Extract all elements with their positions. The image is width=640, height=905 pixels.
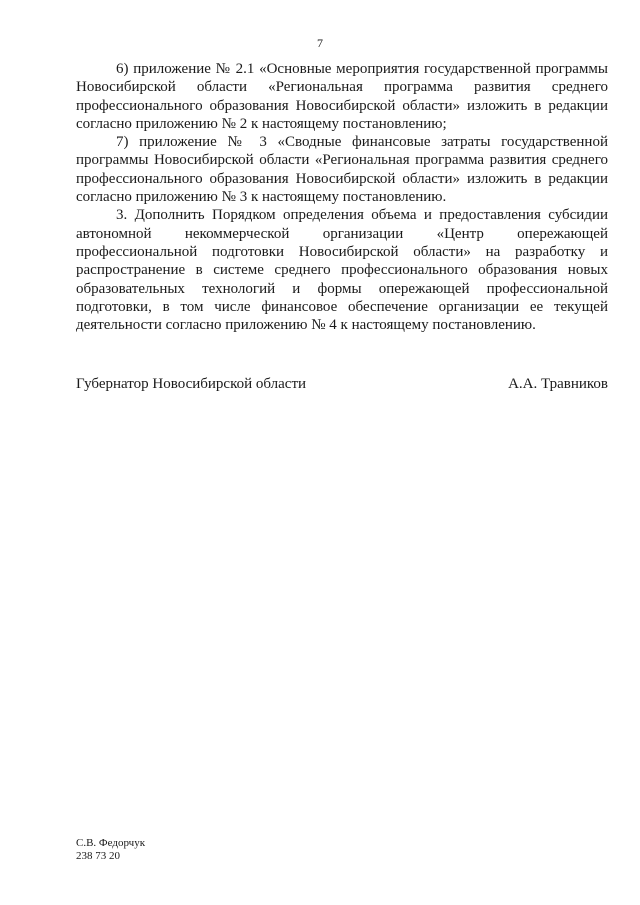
executor-phone: 238 73 20 [76, 850, 120, 862]
page-number: 7 [317, 36, 323, 50]
document-body [76, 60, 608, 334]
paragraph-item-6: 6) приложение № 2.1 «Основные мероприятия государственной программы Новосибирской области «Региональная программа развития среднего профессионального образования Новосибирской области» изложить в редакции согласно приложению № 2 к настоящему постановлению; [76, 61, 608, 132]
signature-block [76, 375, 608, 393]
executor-info [76, 837, 145, 863]
paragraph-item-7: 7) приложение № 3 «Сводные финансовые затраты государственной программы Новосибирской области «Региональная программа развития среднего профессионального образования Новосибирской области» изложить в редакции согласно приложению № 3 к настоящему постановлению. [76, 134, 608, 206]
paragraph-point-3: 3. Дополнить Порядком определения объема и предоставления субсидии автономной некоммерческой организации «Центр опережающей профессиональной подготовки Новосибирской области» на разработку и распространение в системе среднего профессионального образования новых образовательных технологий и формы опережающей профессиональной подготовки, в том числе финансовое обеспечение организации ее текущей деятельности согласно приложению № 4 к настоящему постановлению. [76, 207, 608, 334]
signatory-position: Губернатор Новосибирской области [76, 376, 307, 392]
signatory-name: А.А. Травников [508, 376, 608, 392]
executor-name: С.В. Федорчук [76, 837, 146, 849]
